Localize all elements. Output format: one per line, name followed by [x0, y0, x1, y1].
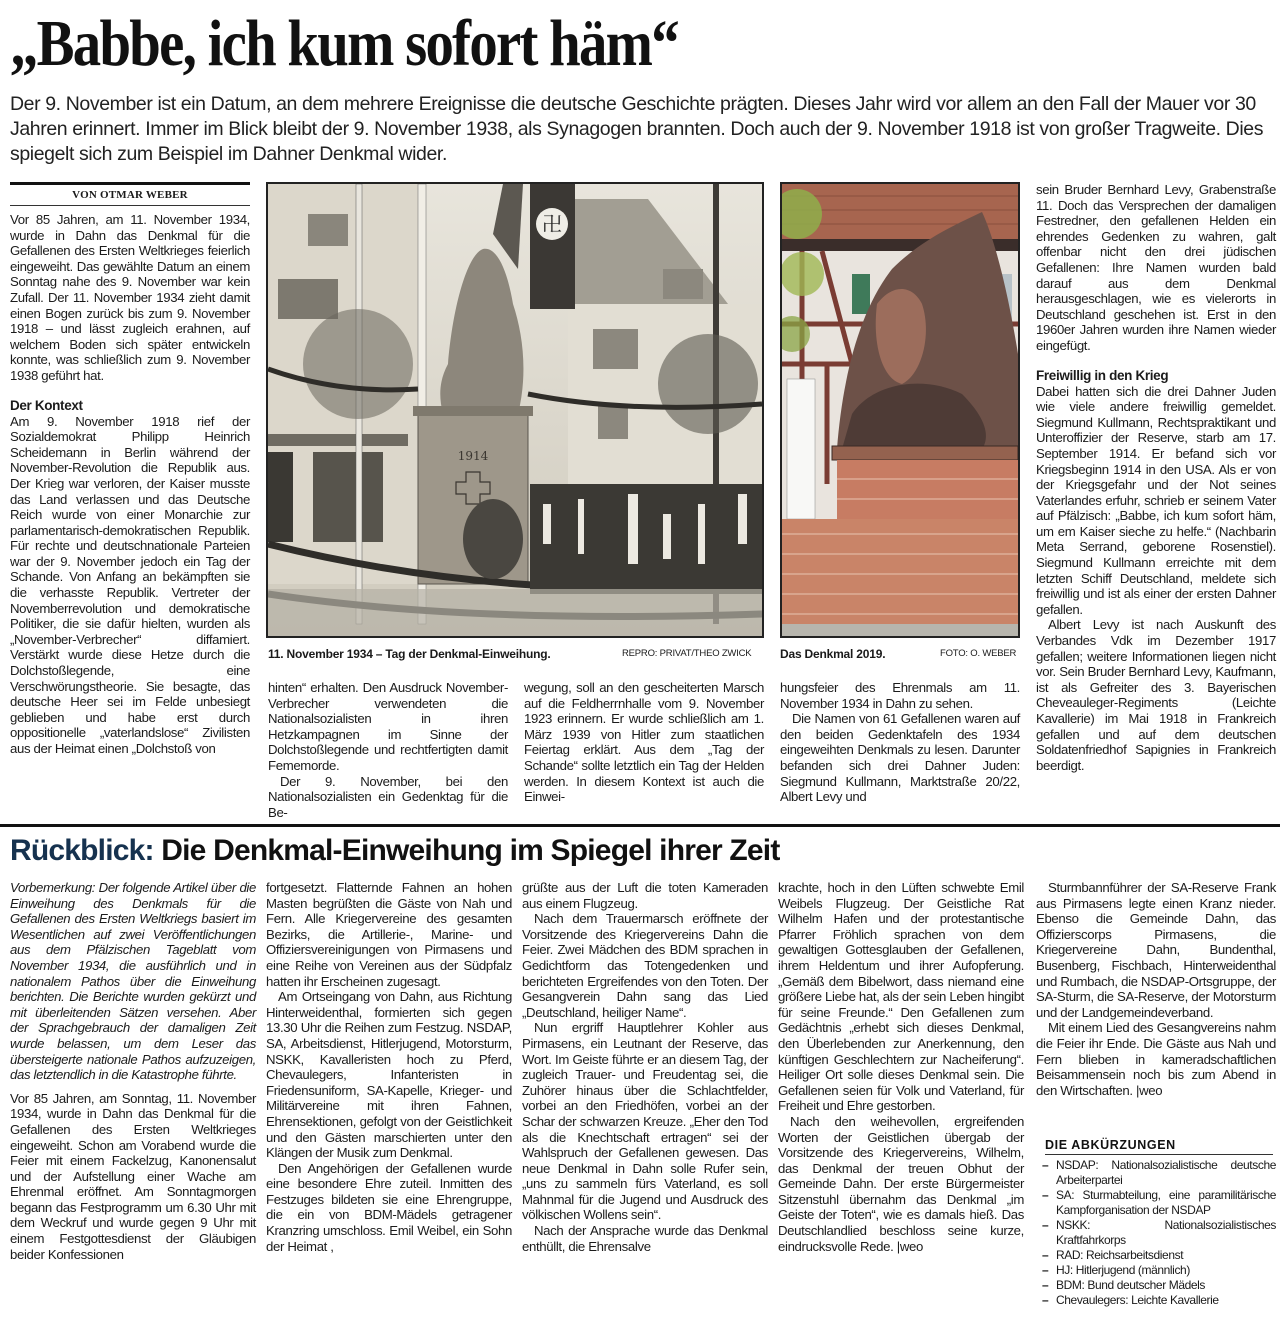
- author-signoff: |weo: [1136, 1082, 1163, 1098]
- abbreviation-item: – NSKK: Nationalsozialistisches Kraftfahrkorps: [1040, 1218, 1276, 1248]
- paragraph: Nach der Ansprache wurde das Denkmal enthüllt, die Ehrensalve: [522, 1223, 768, 1254]
- paragraph: Albert Levy ist nach Auskunft des Verbandes Vdk im Dezember 1917 gefallen; weitere Informationen liegen nicht vor. Sein Bruder Bernhard Levy, Kaufmann, ist als Gefreiter des 3. Bayerischen Cheveauleger-Regiments (Leichte Kavallerie) im Mai 1918 in Frankreich gefallen und auf dem deutschen Soldatenfriedhof Sapignies in Frankreich beerdigt.: [1036, 617, 1276, 773]
- rueckblick-column-3: [522, 880, 768, 1254]
- article-column-4: [780, 680, 1020, 805]
- abbreviation-item: – Chevaulegers: Leichte Kavallerie: [1040, 1293, 1276, 1308]
- paragraph: wegung, soll an den gescheiterten Marsch auf die Feldherrnhalle vom 9. November 1923 erinnern. Er wurde schließlich am 1. März 1939 von Hitler zum staatlichen Feiertag erklärt. Aus dem „Tag der Schande“ sollte letztlich ein Tag der Helden werden. In diesem Kontext ist auch die Einwei-: [524, 680, 764, 805]
- paragraph: Sturmbannführer der SA-Reserve Frank aus Pirmasens legte einen Kranz nieder. Ebenso die Gemeinde Dahn, das Offizierscorps Pirmasens, die Kriegervereine Dahn, Bundenthal, Busenberg, Fischbach, Hinterweidenthal und Rumbach, die NSDAP-Ortsgruppe, der SA-Sturm, die SA-Reserve, der Motorsturm und der Landgemeindeverband.: [1036, 880, 1276, 1020]
- abbreviations-list: [1040, 1158, 1276, 1308]
- photo-historic-1934: [266, 182, 764, 638]
- abbreviation-item: – RAD: Reichsarbeitsdienst: [1040, 1248, 1276, 1263]
- paragraph-text: Mit einem Lied des Gesangvereins nahm die Feier ihr Ende. Die Gäste aus Nah und Fern blieben in kameradschaftlichen Beisammensein noch bis zum Abend in den Wirtschaften.: [1036, 1020, 1276, 1098]
- paragraph: Nach dem Trauermarsch eröffnete der Vorsitzende des Kriegervereins Dahn die Feier. Zwei Mädchen des BDM sprachen in Gedichtform das Totengedenken und berichteten Ergreifendes von den Toten. Der Gesangverein Dahn sang das Lied „Deutschland, heiliger Name“.: [522, 911, 768, 1020]
- paragraph: Am 9. November 1918 rief der Sozialdemokrat Philipp Heinrich Scheidemann in Berlin während der November-Revolution die Republik aus. Der Krieg war verloren, der Kaiser musste das Land verlassen und das Deutsche Reich wurde von einer Monarchie zur parlamentarisch-demokratischen Republik. Für rechte und deutschnationale Parteien war der 9. November jedoch ein Tag der Schande. Von Anfang an bekämpften sie die verhasste Republik. Vertreter der Novemberrevolution und demokratische Politiker, die sie dafür hielten, wurden als „November-Verbrecher“ diffamiert. Verstärkt wurde diese Hetze durch die Dolchstoßlegende, eine Verschwörungstheorie. Sie besagte, das deutsche Heer sei im Felde unbesiegt geblieben und habe erst durch oppositionelle „vaterlandslose“ Zivilisten aus der Heimat einen „Dolchstoß von: [10, 413, 250, 756]
- lead-paragraph: Der 9. November ist ein Datum, an dem mehrere Ereignisse die deutsche Geschichte prägten. Dieses Jahr wird vor allem an den Fall der Mauer vor 30 Jahren erinnert. Immer im Blick bleibt der 9. November 1938, als Synagogen brannten. Doch auch der 9. November 1918 ist von großer Tragweite. Dies spiegelt sich zum Beispiel im Dahner Denkmal wider.: [10, 93, 1264, 165]
- rueckblick-kicker: Rückblick:: [10, 834, 154, 867]
- paragraph: Nun ergriff Hauptlehrer Kohler aus Pirmasens, ein Leutnant der Reserve, das Wort. Im Geiste führte er an diesem Tag, der zugleich Trauer- und Freudentag sei, die Zuhörer hinaus über die Schlachtfelder, vorbei an den Friedhöfen, vorbei an der Schar der schwarzen Kreuze. „Eher den Tod als die Knechtschaft ertragen“ sei der Wahlspruch der Gefallenen gewesen. Das neue Denkmal in Dahn solle Rufer sein, „uns zu sammeln fürs Vaterland, es soll Mahnmal für die Jugend und Ausdruck des völkischen Wollens sein“.: [522, 1020, 768, 1223]
- paragraph: [1036, 1020, 1276, 1098]
- rueckblick-column-1: [10, 880, 256, 1262]
- author-signoff: |weo: [896, 1238, 923, 1254]
- section-divider: [0, 824, 1280, 827]
- photo-caption-2019: Das Denkmal 2019.: [780, 647, 886, 661]
- paragraph: sein Bruder Bernhard Levy, Grabenstraße 11. Doch das Versprechen der damaligen Festredner, den gefallenen Helden ein ehrendes Gedenken zu wahren, galt offenbar nicht den drei jüdischen Gefallenen: Ihre Namen wurden bald darauf aus dem Denkmal herausgeschlagen, wie es vielerorts in Deutschland geschehen ist. Erst in den 1960er Jahren wurden ihre Namen wieder eingefügt.: [1036, 182, 1276, 353]
- photo-2019-illustration: [782, 184, 1018, 636]
- paragraph: fortgesetzt. Flatternde Fahnen an hohen Masten begrüßten die Gäste von Nah und Fern. Alle Kriegervereine des gesamten Bezirks, die Artillerie-, Marine- und Offiziersvereinigungen von Pirmasens und eine Reihe von Vereinen aus der Südpfalz hatten ihr Erscheinen zugesagt.: [266, 880, 512, 989]
- paragraph: [778, 1114, 1024, 1254]
- paragraph: Die Namen von 61 Gefallenen waren auf den beiden Gedenktafeln des 1934 eingeweihten Denkmals zu lesen. Darunter befanden sich drei Dahner Juden: Siegmund Kullmann, Marktstraße 20/22, Albert Levy und: [780, 711, 1020, 805]
- photo-caption-1934: 11. November 1934 – Tag der Denkmal-Einweihung.: [268, 647, 551, 661]
- paragraph: Der 9. November, bei den Nationalsozialisten ein Gedenktag für die Be-: [268, 773, 508, 820]
- photo-memorial-2019: [780, 182, 1020, 638]
- headline: „Babbe, ich kum sofort häm“: [10, 7, 678, 80]
- paragraph: grüßte aus der Luft die toten Kameraden aus einem Flugzeug.: [522, 880, 768, 911]
- subheading-volunteer: Freiwillig in den Krieg: [1036, 367, 1169, 383]
- abbreviation-item: – SA: Sturmabteilung, eine paramilitärische Kampforganisation der NSDAP: [1040, 1188, 1276, 1218]
- paragraph: Dabei hatten sich die drei Dahner Juden wie viele andere freiwillig gemeldet. Siegmund Kullmann, Rechtspraktikant und Unteroffizier der Reserve, starb am 17. September 1914. Er befand sich vor Kriegsbeginn 1914 in den USA. Als er von der Kriegsgefahr und der Not seines Vaterlandes erfuhr, schrieb er seinem Vater auf Pfälzisch: „Babbe, ich kum sofort häm, um em Kaiser sieche zu helfe.“ (Nachbarin Meta Serrand, geborene Rosenstiel). Siegmund Kullmann erreichte mit dem letzten Schiff Deutschland, meldete sich freiwillig und ist als einer der ersten Dahner gefallen.: [1036, 383, 1276, 617]
- paragraph: Am Ortseingang von Dahn, aus Richtung Hinterweidenthal, formierten sich gegen 13.30 Uhr die Reihen zum Festzug. NSDAP, SA, Arbeitsdienst, Hitlerjugend, Motorsturm, NSKK, Kavalleristen hoch zu Pferd, Chevaulegers, Infanteristen in Friedensuniform, SA-Kapelle, Krieger- und Militärvereine mit ihren Fahnen, Ehrensektionen, gefolgt von der Geistlichkeit und den Gästen marschierten unter den Klängen der Musik zum Denkmal.: [266, 989, 512, 1161]
- spacer: [10, 1083, 256, 1091]
- paragraph: Den Angehörigen der Gefallenen wurde eine besondere Ehre zuteil. Inmitten des Festzuges bildeten sie eine Ehrengruppe, die ein von BDM-Mädels getragener Kranzring umschloss. Emil Weibel, ein Sohn der Heimat ,: [266, 1160, 512, 1254]
- rueckblick-column-2: [266, 880, 512, 1254]
- pedestal-inscription: 1914: [457, 449, 489, 463]
- editorial-note: Vorbemerkung: Der folgende Artikel über die Einweihung des Denkmals für die Gefallenen des Ersten Weltkriegs basiert im Wesentlichen auf zwei Veröffentlichungen aus dem Pfälzischen Tageblatt vom November 1934, die ausführlich und in nationalem Pathos über die Einweihung berichten. Die Berichte wurden gekürzt und mit überleitenden Sätzen versehen. Aber der Sprachgebrauch der damaligen Zeit wurde belassen, um dem Leser das übersteigerte nationale Pathos aufzuzeigen, das letztendlich in die Katastrophe führte.: [10, 880, 256, 1083]
- article-column-5: [1036, 182, 1276, 773]
- paragraph: Vor 85 Jahren, am 11. November 1934, wurde in Dahn das Denkmal für die Gefallenen des Ersten Weltkrieges feierlich eingeweiht. Das gewählte Datum an einem Sonntag nahe des 9. November war kein Zufall. Der 11. November 1934 zieht damit einen Bogen zurück bis zum 9. November 1918 – und lässt zugleich erahnen, auf welchem Boden sich später entwickeln konnte, was schließlich zum 9. November 1938 geführt hat.: [10, 212, 250, 383]
- paragraph-text: Nach den weihevollen, ergreifenden Worten der Geistlichen übergab der Vorsitzende des Kriegervereins, Wilhelm, das Denkmal der treuen Obhut der Gemeinde Dahn. Der erste Bürgermeister Sitzenstuhl übernahm das Denkmal „im Geiste der Toten“, wie es damals hieß. Das Deutschlandlied beschloss seine kurze, eindrucksvolle Rede.: [778, 1113, 1024, 1254]
- photo-credit-1934: REPRO: PRIVAT/THEO ZWICK: [622, 648, 752, 659]
- paragraph: hinten“ erhalten. Den Ausdruck November-Verbrecher verwendeten die Nationalsozialisten in ihren Hetzkampagnen im Sinne der Dolchstoßlegende und rechtfertigten damit Fememorde.: [268, 680, 508, 773]
- abbreviation-item: – BDM: Bund deutscher Mädels: [1040, 1278, 1276, 1293]
- rueckblick-column-5: [1036, 880, 1276, 1098]
- paragraph: Vor 85 Jahren, am Sonntag, 11. November 1934, wurde in Dahn das Denkmal für die Gefallenen des Ersten Weltkrieges eingeweiht. Schon am Vorabend wurde die Feier mit einem Fackelzug, Kanonensalut und der Aufstellung einer Wache am Ehrenmal eröffnet. Am Sonntagmorgen begann das Festprogramm um 6.30 Uhr mit dem Weckruf und wurde gegen 9 Uhr mit einem Festgottesdienst der Gläubigen beider Konfessionen: [10, 1090, 256, 1262]
- rueckblick-heading: [10, 832, 810, 870]
- rueckblick-title: Die Denkmal-Einweihung im Spiegel ihrer Zeit: [161, 834, 780, 867]
- paragraph: krachte, hoch in den Lüften schwebte Emil Weibels Flugzeug. Der Geistliche Rat Wilhelm Hafen und der protestantische Pfarrer Fröhlich sprachen von dem gewaltigen Gottesglauben der Gefallenen, ihrem Heldentum und ihrer Aufopferung. „Gemäß dem Bibelwort, dass niemand eine größere Liebe hat, als der sein Leben hingibt für seine Freunde.“ Den Gefallenen zum Gedächtnis „erhebt sich dieses Denkmal, den Überlebenden zur Anerkennung, den künftigen Geschlechtern zur Nacheiferung“. Heiliger Ort solle dieses Denkmal sein. Die Gefallenen seien für Volk und Vaterland, für Freiheit und Ehre gestorben.: [778, 880, 1024, 1114]
- rueckblick-column-4: [778, 880, 1024, 1254]
- abbreviation-item: – NSDAP: Nationalsozialistische deutsche Arbeiterpartei: [1040, 1158, 1276, 1188]
- article-column-2: [268, 680, 508, 820]
- abbreviation-item: – HJ: Hitlerjugend (männlich): [1040, 1263, 1276, 1278]
- article-column-1: [10, 212, 250, 757]
- article-column-3: [524, 680, 764, 805]
- byline: VON OTMAR WEBER: [10, 182, 250, 206]
- subheading-context: Der Kontext: [10, 397, 83, 413]
- photo-historic-illustration: [268, 184, 762, 636]
- banner-symbol: 卍: [542, 212, 562, 236]
- photo-credit-2019: FOTO: O. WEBER: [940, 648, 1017, 659]
- abbreviations-title: DIE ABKÜRZUNGEN: [1045, 1136, 1273, 1155]
- paragraph: hungsfeier des Ehrenmals am 11. November 1934 in Dahn zu sehen.: [780, 680, 1020, 711]
